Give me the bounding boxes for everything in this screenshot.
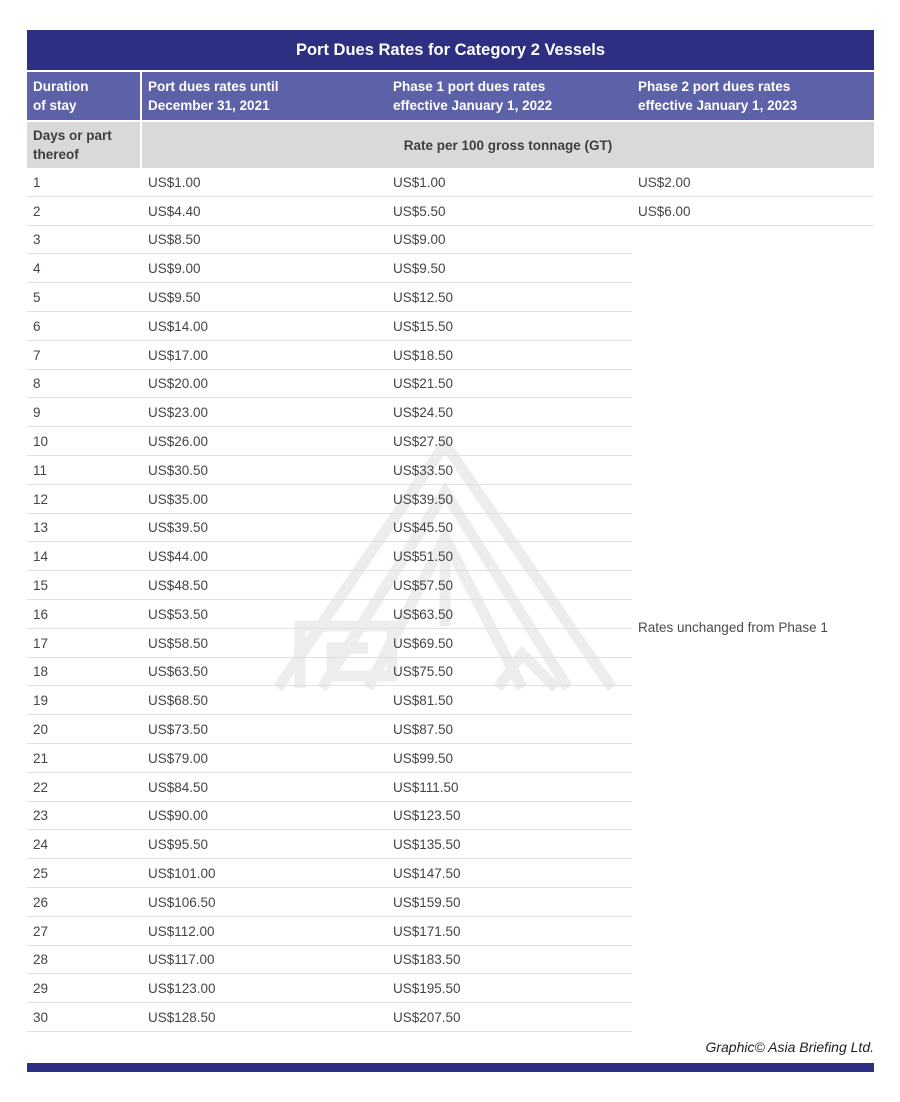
day-cell: 20 xyxy=(33,722,49,738)
table-row xyxy=(27,802,874,831)
day-cell: 17 xyxy=(33,635,49,651)
table-title: Port Dues Rates for Category 2 Vessels xyxy=(295,40,606,59)
day-cell: 22 xyxy=(33,779,49,795)
rate-until-2021-cell: US$63.50 xyxy=(148,664,209,680)
day-cell: 9 xyxy=(33,405,41,421)
header-phase2-rates: Phase 2 port dues rates effective January 1, 2023 xyxy=(638,79,798,113)
header-phase1-rates: Phase 1 port dues rates effective January 1, 2022 xyxy=(393,79,553,113)
phase1-rate-cell: US$5.50 xyxy=(393,203,446,219)
table-row xyxy=(27,312,874,341)
graphic-credit: Graphic© Asia Briefing Ltd. xyxy=(705,1038,874,1055)
table-row xyxy=(27,744,874,773)
phase1-rate-cell: US$87.50 xyxy=(393,722,454,738)
rate-until-2021-cell: US$90.00 xyxy=(148,808,209,824)
table-row xyxy=(27,571,874,600)
rate-until-2021-cell: US$123.00 xyxy=(148,981,216,997)
phase2-unchanged-note: Rates unchanged from Phase 1 xyxy=(638,620,828,635)
bottom-accent-bar xyxy=(27,1063,874,1072)
day-cell: 11 xyxy=(33,462,48,478)
phase1-rate-cell: US$45.50 xyxy=(393,520,454,536)
table-row xyxy=(27,946,874,975)
phase1-rate-cell: US$171.50 xyxy=(393,923,461,939)
table-row xyxy=(27,686,874,715)
table-row xyxy=(27,542,874,571)
day-cell: 5 xyxy=(33,290,41,306)
table-row xyxy=(27,254,874,283)
rate-until-2021-cell: US$35.00 xyxy=(148,491,209,507)
day-cell: 25 xyxy=(33,866,49,882)
day-cell: 19 xyxy=(33,693,49,709)
table-row xyxy=(27,427,874,456)
table-row xyxy=(27,514,874,543)
table-row xyxy=(27,658,874,687)
rate-until-2021-cell: US$20.00 xyxy=(148,376,209,392)
table-row xyxy=(27,888,874,917)
rate-until-2021-cell: US$48.50 xyxy=(148,578,209,594)
day-cell: 7 xyxy=(33,347,41,363)
header-rates-until-2021: Port dues rates until December 31, 2021 xyxy=(148,79,279,113)
table-row xyxy=(27,226,874,255)
phase1-rate-cell: US$51.50 xyxy=(393,549,454,565)
phase1-rate-cell: US$24.50 xyxy=(393,405,454,421)
phase1-rate-cell: US$39.50 xyxy=(393,491,454,507)
day-cell: 2 xyxy=(33,203,41,219)
phase1-rate-cell: US$12.50 xyxy=(393,290,454,306)
rate-until-2021-cell: US$84.50 xyxy=(148,779,209,795)
table-row xyxy=(27,773,874,802)
phase1-rate-cell: US$18.50 xyxy=(393,347,454,363)
day-cell: 27 xyxy=(33,923,49,939)
rate-until-2021-cell: US$68.50 xyxy=(148,693,209,709)
phase1-rate-cell: US$27.50 xyxy=(393,434,454,450)
table-title-bar xyxy=(27,30,874,70)
phase1-rate-cell: US$9.50 xyxy=(393,261,446,277)
table-row xyxy=(27,485,874,514)
table-row xyxy=(27,859,874,888)
rate-until-2021-cell: US$14.00 xyxy=(148,318,209,334)
table-row xyxy=(27,341,874,370)
table-row xyxy=(27,168,874,197)
day-cell: 23 xyxy=(33,808,49,824)
phase1-rate-cell: US$111.50 xyxy=(393,779,459,795)
phase1-rate-cell: US$69.50 xyxy=(393,635,454,651)
day-cell: 12 xyxy=(33,491,49,507)
subheader-rate-per-100-gt: Rate per 100 gross tonnage (GT) xyxy=(403,137,613,153)
rate-until-2021-cell: US$53.50 xyxy=(148,606,209,622)
phase1-rate-cell: US$15.50 xyxy=(393,318,454,334)
phase2-rate-cell: US$6.00 xyxy=(638,203,691,219)
phase1-rate-cell: US$81.50 xyxy=(393,693,454,709)
phase1-rate-cell: US$9.00 xyxy=(393,232,446,248)
phase1-rate-cell: US$207.50 xyxy=(393,1010,461,1025)
header-duration-of-stay: Duration of stay xyxy=(27,72,142,120)
phase1-rate-cell: US$57.50 xyxy=(393,578,454,594)
day-cell: 26 xyxy=(33,894,49,910)
day-cell: 30 xyxy=(33,1010,49,1025)
table-row xyxy=(27,917,874,946)
rate-until-2021-cell: US$106.50 xyxy=(148,894,216,910)
table-row xyxy=(27,830,874,859)
day-cell: 10 xyxy=(33,434,49,450)
table-row xyxy=(27,283,874,312)
rate-until-2021-cell: US$17.00 xyxy=(148,347,209,363)
day-cell: 6 xyxy=(33,318,41,334)
day-cell: 13 xyxy=(33,520,49,536)
day-cell: 15 xyxy=(33,578,49,594)
day-cell: 18 xyxy=(33,664,49,680)
day-cell: 4 xyxy=(33,261,41,277)
rate-until-2021-cell: US$1.00 xyxy=(148,174,201,190)
rate-until-2021-cell: US$79.00 xyxy=(148,750,209,766)
rate-until-2021-cell: US$73.50 xyxy=(148,722,209,738)
day-cell: 14 xyxy=(33,549,49,565)
phase1-rate-cell: US$33.50 xyxy=(393,462,454,478)
table-row xyxy=(27,398,874,427)
port-dues-table xyxy=(27,30,874,1072)
phase2-rate-cell: US$2.00 xyxy=(638,174,691,190)
phase1-rate-cell: US$123.50 xyxy=(393,808,461,824)
table-row xyxy=(27,197,874,226)
table-row xyxy=(27,1003,874,1032)
phase1-rate-cell: US$99.50 xyxy=(393,750,454,766)
rate-until-2021-cell: US$44.00 xyxy=(148,549,209,565)
phase1-rate-cell: US$183.50 xyxy=(393,952,461,968)
rate-until-2021-cell: US$4.40 xyxy=(148,203,201,219)
phase1-rate-cell: US$21.50 xyxy=(393,376,454,392)
day-cell: 21 xyxy=(33,750,49,766)
rate-until-2021-cell: US$128.50 xyxy=(148,1010,216,1025)
subheader-row xyxy=(27,122,874,168)
day-cell: 1 xyxy=(33,174,41,190)
table-row xyxy=(27,715,874,744)
column-header-row xyxy=(27,72,874,120)
day-cell: 28 xyxy=(33,952,49,968)
rate-until-2021-cell: US$117.00 xyxy=(148,952,215,968)
rate-until-2021-cell: US$112.00 xyxy=(148,923,215,939)
rate-until-2021-cell: US$101.00 xyxy=(148,866,216,882)
table-row xyxy=(27,370,874,399)
day-cell: 29 xyxy=(33,981,49,997)
rate-until-2021-cell: US$9.00 xyxy=(148,261,201,277)
rate-until-2021-cell: US$58.50 xyxy=(148,635,209,651)
day-cell: 3 xyxy=(33,232,41,248)
rate-until-2021-cell: US$95.50 xyxy=(148,837,209,853)
rate-until-2021-cell: US$39.50 xyxy=(148,520,209,536)
rate-until-2021-cell: US$8.50 xyxy=(148,232,201,248)
phase1-rate-cell: US$195.50 xyxy=(393,981,461,997)
day-cell: 16 xyxy=(33,606,49,622)
day-cell: 8 xyxy=(33,376,41,392)
table-body xyxy=(27,168,874,1032)
phase1-rate-cell: US$63.50 xyxy=(393,606,454,622)
phase1-rate-cell: US$147.50 xyxy=(393,866,461,882)
subheader-days-or-part: Days or part thereof xyxy=(27,122,142,168)
day-cell: 24 xyxy=(33,837,49,853)
rate-until-2021-cell: US$30.50 xyxy=(148,462,209,478)
rate-until-2021-cell: US$26.00 xyxy=(148,434,209,450)
table-row xyxy=(27,456,874,485)
phase1-rate-cell: US$159.50 xyxy=(393,894,461,910)
table-row xyxy=(27,974,874,1003)
phase1-rate-cell: US$75.50 xyxy=(393,664,454,680)
rate-until-2021-cell: US$9.50 xyxy=(148,290,201,306)
phase1-rate-cell: US$135.50 xyxy=(393,837,461,853)
rate-until-2021-cell: US$23.00 xyxy=(148,405,209,421)
phase1-rate-cell: US$1.00 xyxy=(393,174,446,190)
